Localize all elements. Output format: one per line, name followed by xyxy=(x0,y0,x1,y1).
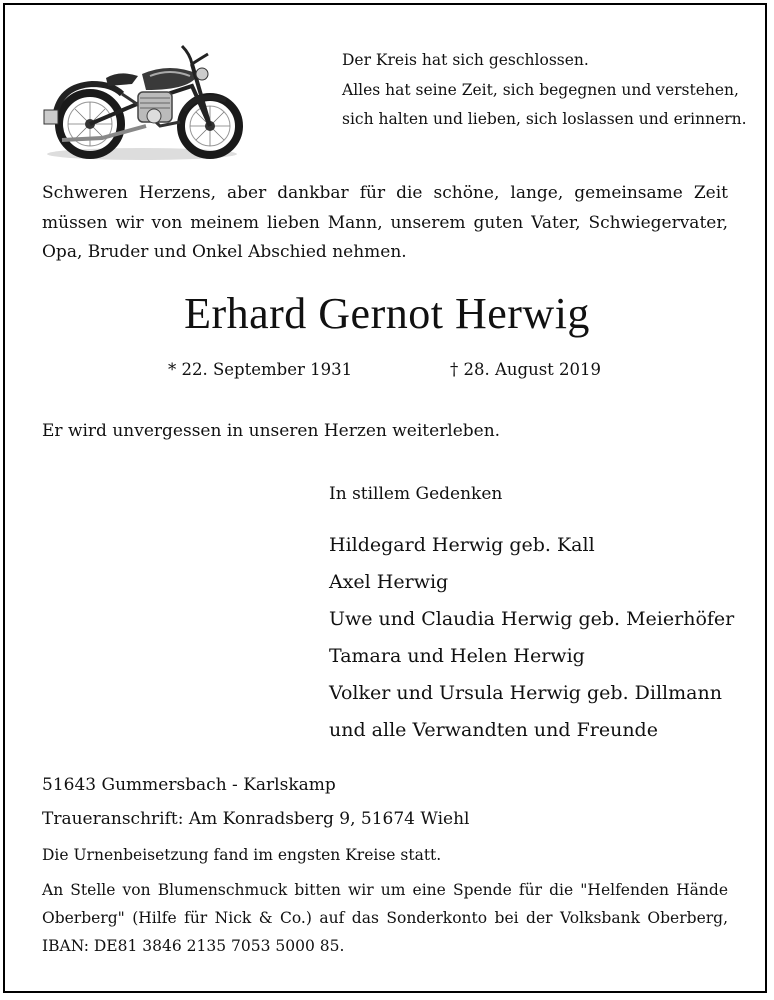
memorial-quote: Er wird unvergessen in unseren Herzen weiterleben. xyxy=(42,421,501,441)
mourner-2: Axel Herwig xyxy=(329,571,449,593)
mourner-3: Uwe und Claudia Herwig geb. Meierhöfer xyxy=(329,608,735,630)
intro-text: Schweren Herzens, aber dankbar für die schöne, lange, gemeinsame Zeit müssen wir von meinem lieben Mann, unserem guten Vater, Schwiegervater, Opa, Bruder und Onkel Abschied nehmen. xyxy=(42,183,728,262)
poem-line-3: sich halten und lieben, sich loslassen und erinnern. xyxy=(342,110,747,128)
address-block xyxy=(42,768,469,836)
mourning-address: Traueranschrift: Am Konradsberg 9, 51674 Wiehl xyxy=(42,809,470,829)
poem xyxy=(342,46,747,135)
burial-notice: Die Urnenbeisetzung fand im engsten Kreise statt. xyxy=(42,846,442,864)
mourner-1: Hildegard Herwig geb. Kall xyxy=(329,534,595,556)
in-memory-heading: In stillem Gedenken xyxy=(329,484,503,504)
mourner-4: Tamara und Helen Herwig xyxy=(329,645,585,667)
birth-date: * 22. September 1931 xyxy=(168,360,353,379)
poem-line-2: Alles hat seine Zeit, sich begegnen und verstehen, xyxy=(342,80,739,99)
mourner-6: und alle Verwandten und Freunde xyxy=(329,719,658,741)
donation-request: An Stelle von Blumenschmuck bitten wir um eine Spende für die "Helfenden Hände Oberberg" (Hilfe für Nick & Co.) auf das Sonderkonto bei der Volksbank Oberberg, IBAN: DE81 3846 2135 7053 5000 85. xyxy=(42,881,728,955)
mourners-list xyxy=(329,527,734,749)
mourner-5: Volker und Ursula Herwig geb. Dillmann xyxy=(329,682,722,704)
motorcycle-image xyxy=(42,34,244,162)
location-line: 51643 Gummersbach - Karlskamp xyxy=(42,775,336,795)
deceased-name: Erhard Gernot Herwig xyxy=(184,289,590,338)
death-date: † 28. August 2019 xyxy=(450,360,602,379)
poem-line-1: Der Kreis hat sich geschlossen. xyxy=(342,51,589,69)
